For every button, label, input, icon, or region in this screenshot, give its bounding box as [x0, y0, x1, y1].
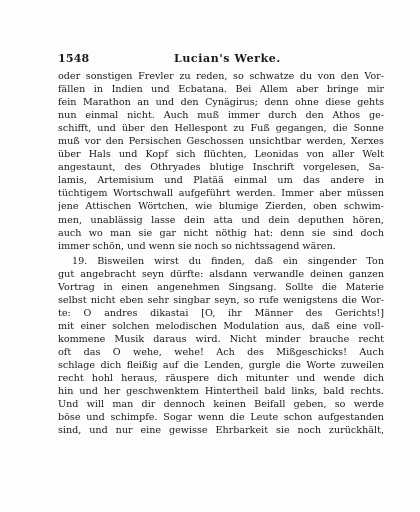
text-line: lamis, Artemisium und Platää einmal um das andere in — [58, 175, 384, 187]
text-line: men, unablässig lasse dein atta und dein deputhen hören, — [58, 214, 384, 226]
page-number: 1548 — [58, 52, 90, 65]
text-line: oft das O wehe, wehe! Ach des Mißgeschicks! Auch — [58, 346, 384, 358]
text-line: kommene Musik daraus wird. Nicht minder brauche recht — [58, 333, 384, 345]
running-title: Lucian's Werke. — [174, 52, 281, 65]
text-line: nun einmal nicht. Auch muß immer durch den Athos ge- — [58, 110, 384, 122]
text-line: angestaunt, des Othryades blutige Inschrift vorgelesen, Sa- — [58, 162, 384, 174]
text-line: mit einer solchen melodischen Modulation aus, daß eine voll- — [58, 320, 384, 332]
text-line: jene Attischen Wörtchen, wie blumige Zierden, oben schwim- — [58, 201, 384, 213]
text-line: fällen in Indien und Ecbatana. Bei Allem aber bringe mir — [58, 84, 384, 96]
text-line: tüchtigem Wortschwall aufgeführt werden. Immer aber müssen — [58, 188, 384, 200]
text-line: auch wo man sie gar nicht nöthig hat: denn sie sind doch — [58, 227, 384, 239]
paragraph — [58, 255, 384, 438]
text-line: recht hohl heraus, räuspere dich mitunter und wende dich — [58, 373, 384, 385]
text-line: über Hals und Kopf sich flüchten, Leonidas von aller Welt — [58, 149, 384, 161]
text-line: schlage dich fleißig auf die Lenden, gurgle die Worte zuweilen — [58, 360, 384, 372]
text-line: Und will man dir dennoch keinen Beifall geben, so werde — [58, 399, 384, 411]
text-line: te: O andres dikastai [O, ihr Männer des Gerichts!] — [58, 307, 384, 319]
text-line: muß vor den Persischen Geschossen unsichtbar werden, Xerxes — [58, 136, 384, 148]
text-line: oder sonstigen Frevler zu reden, so schwatze du von den Vor- — [58, 71, 384, 82]
text-line: böse und schimpfe. Sogar wenn die Leute schon aufgestanden — [58, 412, 384, 424]
page-header — [58, 52, 380, 66]
text-line: selbst nicht eben sehr singbar seyn, so rufe wenigstens die Wor- — [58, 294, 384, 306]
text-line: gut angebracht seyn dürfte: alsdann verwandle deinen ganzen — [58, 268, 384, 280]
text-line: hin und her geschwenktem Hintertheil bald links, bald rechts. — [58, 386, 384, 398]
text-line: schifft, und über den Hellespont zu Fuß gegangen, die Sonne — [58, 123, 384, 135]
text-line: Vortrag in einen angenehmen Singsang. Sollte die Materie — [58, 281, 384, 293]
text-line: fein Marathon an und den Cynägirus; denn ohne diese gehts — [58, 97, 384, 109]
paragraph — [58, 70, 384, 253]
text-line: immer schön, und wenn sie noch so nichtssagend wären. — [58, 240, 336, 252]
text-line: 19. Bisweilen wirst du finden, daß ein singender Ton — [72, 255, 384, 267]
body-text — [58, 70, 384, 437]
text-line: sind, und nur eine gewisse Ehrbarkeit sie noch zurückhält, — [58, 425, 384, 437]
